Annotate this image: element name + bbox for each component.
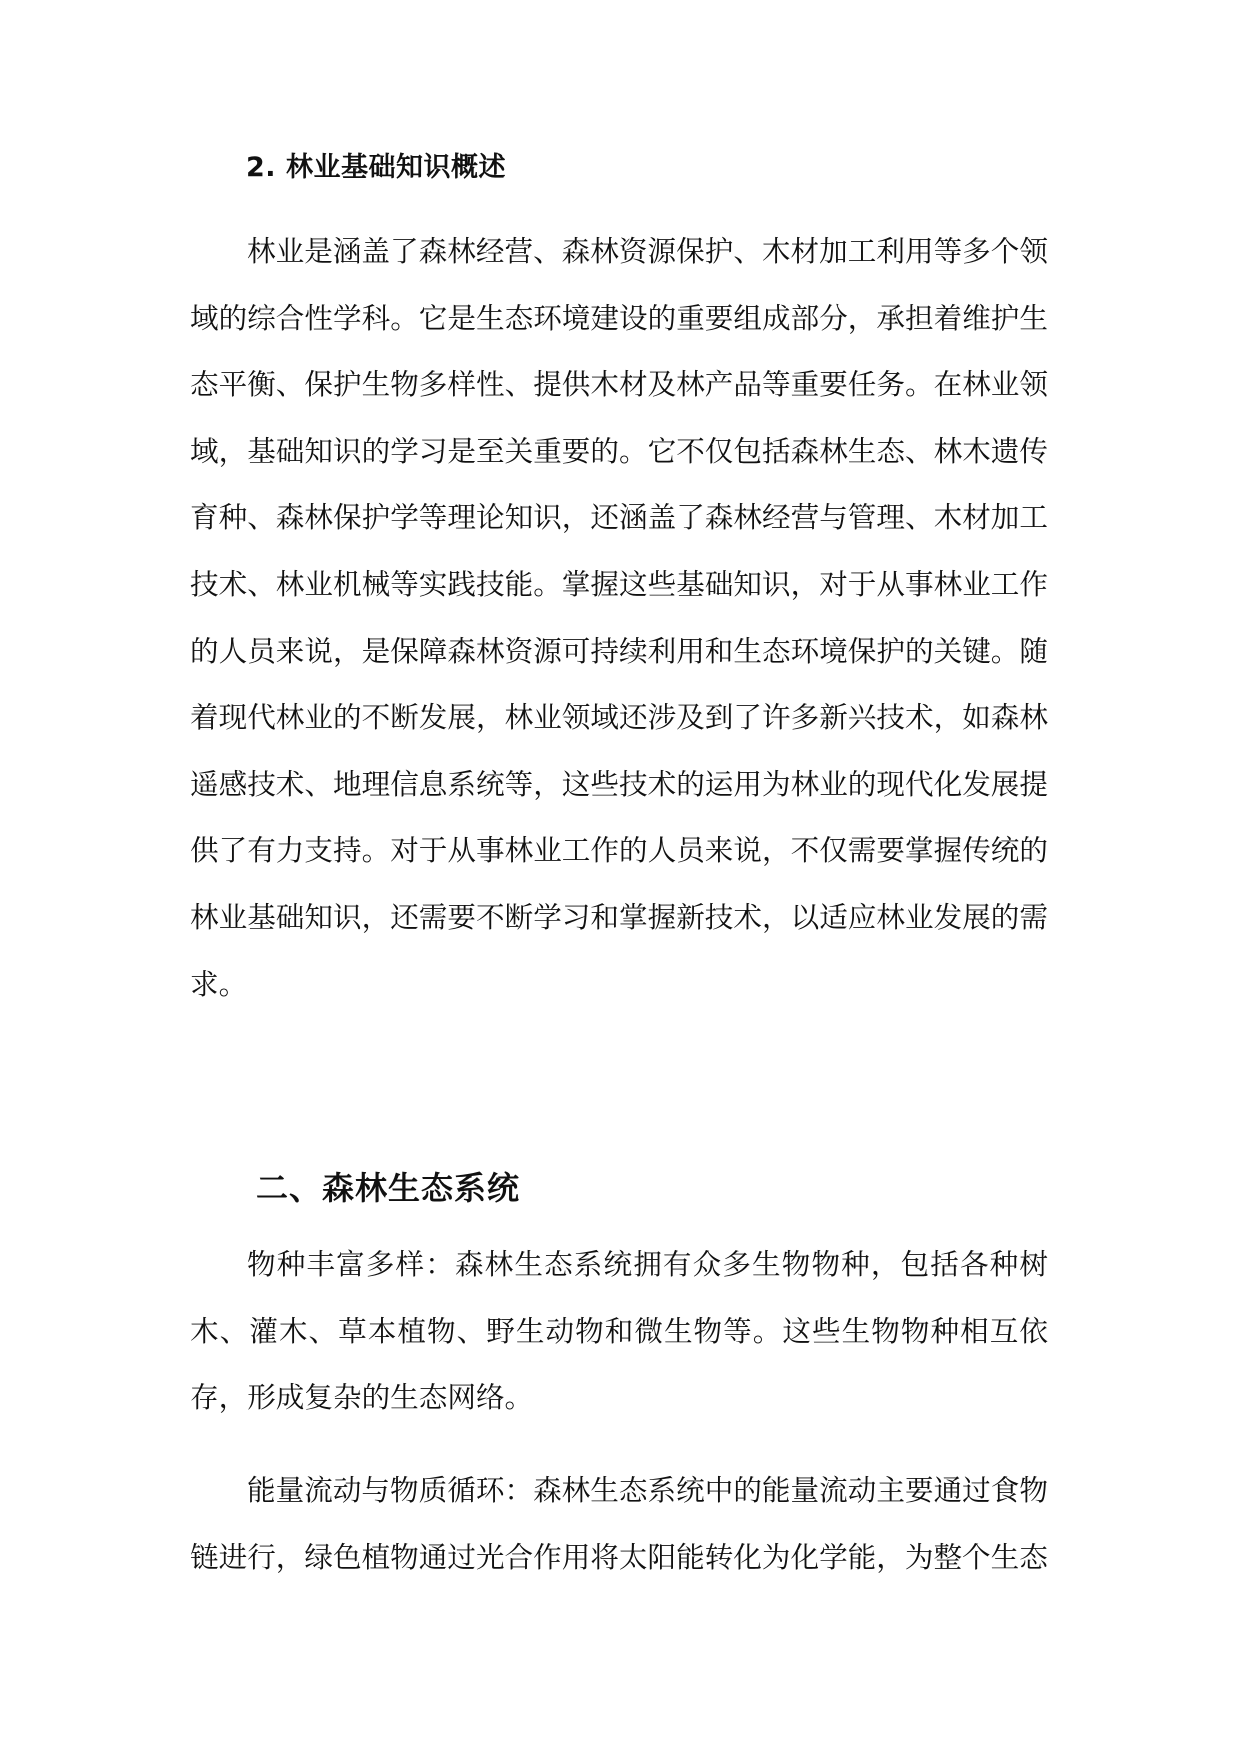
subsection-heading: 2. 林业基础知识概述 bbox=[246, 152, 506, 183]
paragraph-forestry-overview: 林业是涵盖了森林经营、森林资源保护、木材加工利用等多个领域的综合性学科。它是生态环境建设的重要组成部分，承担着维护生态平衡、保护生物多样性、提供木材及林产品等重要任务。在林业领域，基础知识的学习是至关重要的。它不仅包括森林生态、林木遗传育种、森林保护学等理论知识，还涵盖了森林经营与管理、木材加工技术、林业机械等实践技能。掌握这些基础知识，对于从事林业工作的人员来说，是保障森林资源可持续利用和生态环境保护的关键。随着现代林业的不断发展，林业领域还涉及到了许多新兴技术，如森林遥感技术、地理信息系统等，这些技术的运用为林业的现代化发展提供了有力支持。对于从事林业工作的人员来说，不仅需要掌握传统的林业基础知识，还需要不断学习和掌握新技术，以适应林业发展的需求。 bbox=[190, 234, 1048, 1001]
section-heading: 二、森林生态系统 bbox=[256, 1169, 521, 1207]
paragraph-species-diversity: 物种丰富多样：森林生态系统拥有众多生物物种，包括各种树木、灌木、草本植物、野生动物和微生物等。这些生物物种相互依存，形成复杂的生态网络。 bbox=[190, 1247, 1048, 1415]
paragraph-energy-flow: 能量流动与物质循环：森林生态系统中的能量流动主要通过食物链进行，绿色植物通过光合作用将太阳能转化为化学能，为整个生态 bbox=[190, 1473, 1048, 1574]
